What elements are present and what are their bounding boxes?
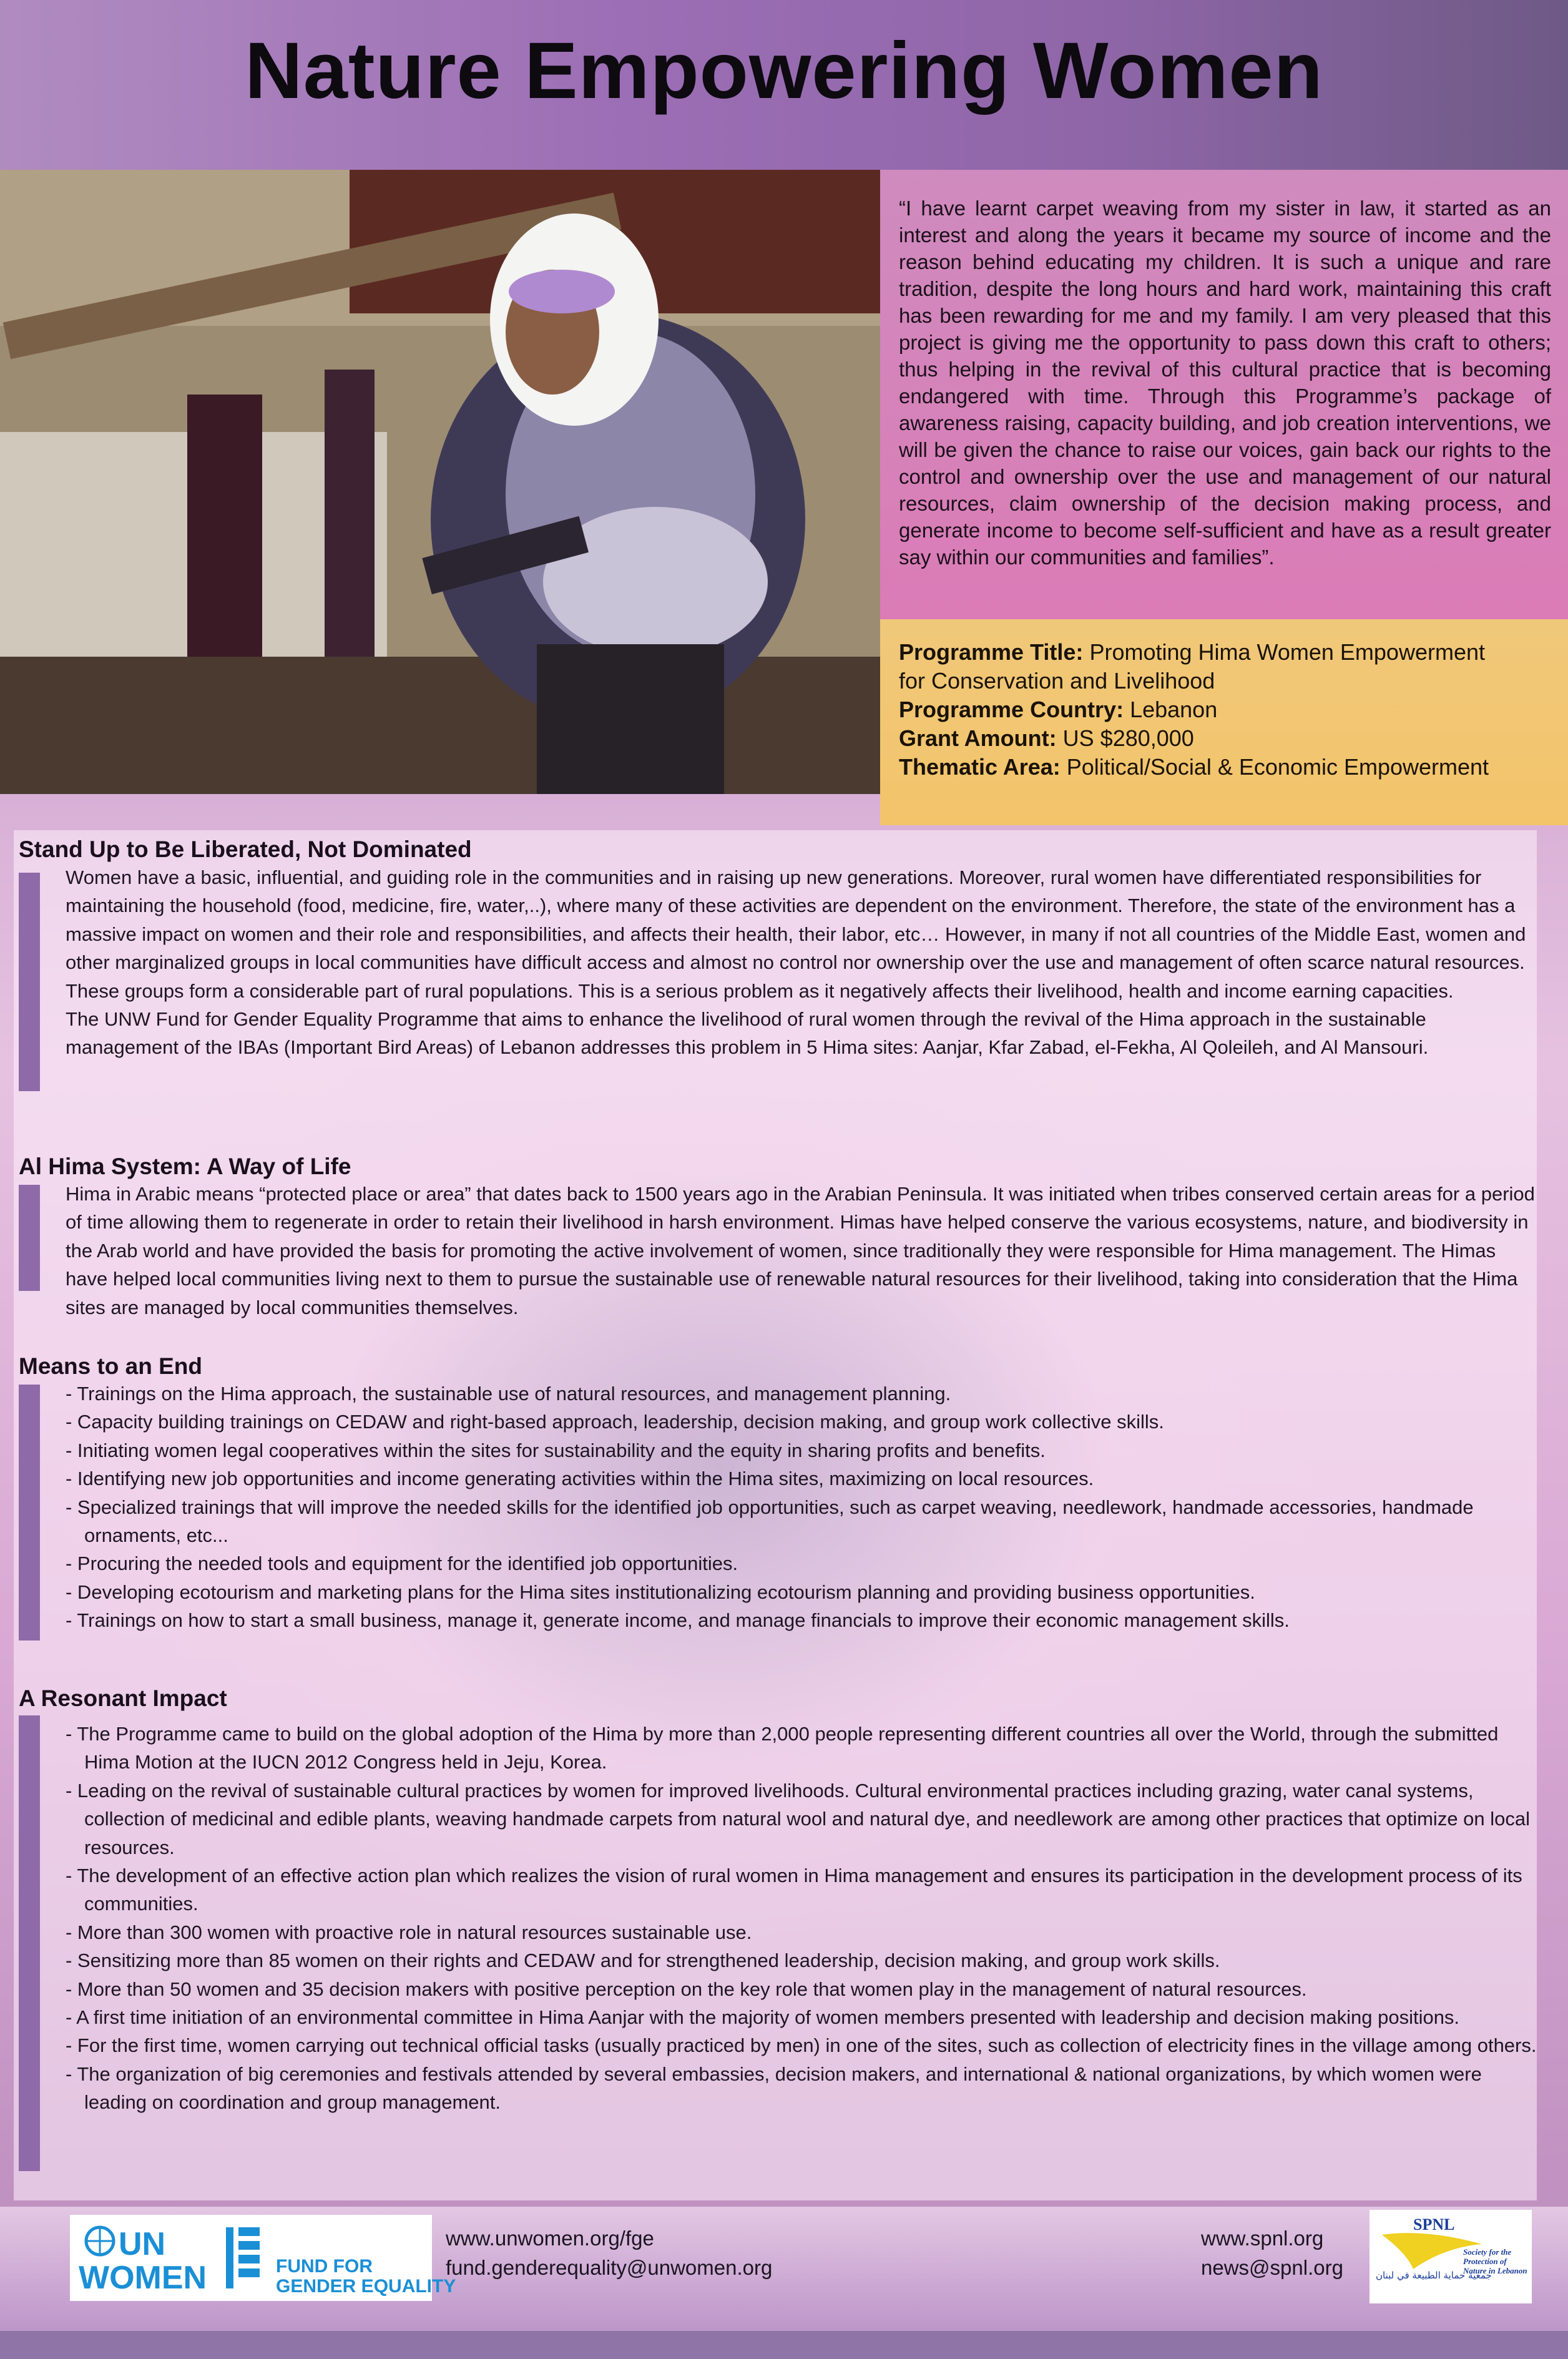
section-title-impact: A Resonant Impact bbox=[19, 1685, 227, 1711]
section-bar bbox=[19, 1185, 40, 1291]
spnl-email[interactable]: news@spnl.org bbox=[1201, 2256, 1343, 2279]
list-item: - The Programme came to build on the global adoption of the Hima by more than 2,000 people representing different countries all over the World, through the submitted Hima Motion at the IUCN 2012 Congress held in Jeju, Korea. bbox=[66, 1723, 1499, 1773]
list-item: - Identifying new job opportunities and income generating activities within the Hima sites, maximizing on local resources. bbox=[66, 1468, 1094, 1490]
programme-title-label: Programme Title: bbox=[899, 639, 1084, 665]
section-list-impact bbox=[66, 1720, 1539, 2117]
paragraph: The UNW Fund for Gender Equality Programme that aims to enhance the livelihood of rural women through the revival of the Hima approach in the sustainable management of the IBAs (Important Bird Areas) of Lebanon addresses this problem in 5 Hima sites: Aanjar, Kfar Zabad, el-Fekha, Al Qoleileh, and Al Mansouri. bbox=[66, 1008, 1429, 1059]
un-logo-text: UN bbox=[119, 2226, 166, 2262]
gender-equality-text: GENDER EQUALITY bbox=[276, 2276, 456, 2297]
list-item: - Trainings on how to start a small business, manage it, generate income, and manage financials to improve their economic management skills. bbox=[66, 1609, 1290, 1632]
list-item: - Capacity building trainings on CEDAW and right-based approach, leadership, decision making, and group work collective skills. bbox=[66, 1411, 1164, 1433]
list-item: - Developing ecotourism and marketing plans for the Hima sites institutionalizing ecotourism planning and providing business opportunities. bbox=[66, 1581, 1255, 1603]
thematic-area-label: Thematic Area: bbox=[899, 754, 1061, 780]
paragraph: Women have a basic, influential, and guiding role in the communities and in raising up new generations. Moreover, rural women have differentiated responsibilities for maintaining the household (food, medicine, fire, water,..), where many of these activities are dependent on the environment. Therefore, the state of the environment has a massive impact on women and their role and responsibilities, and affects their health, their labor, etc… However, in many if not all countries of the Middle East, women and other marginalized groups in local communities have difficult access and almost no control nor ownership over the use and management of often scarce natural resources. These groups form a considerable part of rural populations. This is a serious problem as it negatively affects their livelihood, health and income earning capacities. bbox=[66, 866, 1526, 1002]
section-bar bbox=[19, 873, 40, 1091]
programme-country-line bbox=[899, 695, 1217, 724]
fund-for-text: FUND FOR bbox=[276, 2256, 373, 2277]
list-item: - For the first time, women carrying out technical official tasks (usually practiced by men) in one of the sites, such as collection of electricity fines in the village among others. bbox=[66, 2034, 1537, 2057]
programme-info-box bbox=[880, 619, 1568, 825]
section-bar bbox=[19, 1385, 40, 1641]
programme-title-value: Promoting Hima Women Empowerment bbox=[1089, 639, 1485, 665]
list-item: - Leading on the revival of sustainable cultural practices by women for improved livelihoods. Cultural environmental practices including grazing, water canal systems, collection of medicinal and edible plants, weaving handmade carpets from natural wool and natural dye, and needlework are among other practices that optimize on local resources. bbox=[66, 1779, 1531, 1858]
section-title-liberated: Stand Up to Be Liberated, Not Dominated bbox=[19, 836, 472, 862]
spnl-url[interactable]: www.spnl.org bbox=[1201, 2227, 1324, 2250]
spnl-arabic-text: جمعية حماية الطبيعة في لبنان bbox=[1376, 2270, 1492, 2281]
list-item: - More than 50 women and 35 decision makers with positive perception on the key role that women play in the management of natural resources. bbox=[66, 1978, 1307, 2000]
spnl-logo-text: SPNL bbox=[1413, 2215, 1455, 2234]
section-title-hima-system: Al Hima System: A Way of Life bbox=[19, 1154, 351, 1179]
list-item: - The development of an effective action plan which realizes the vision of rural women in Hima management and ensures its participation in the development process of its communities. bbox=[66, 1865, 1522, 1915]
grant-amount-value: US $280,000 bbox=[1062, 725, 1194, 751]
programme-country-value: Lebanon bbox=[1130, 697, 1218, 722]
section-bar bbox=[19, 1715, 40, 2171]
list-item: - A first time initiation of an environmental committee in Hima Aanjar with the majority of women members presented with leadership and decision making positions. bbox=[66, 2006, 1460, 2029]
list-item: - More than 300 women with proactive role in natural resources sustainable use. bbox=[66, 1921, 752, 1943]
carpet-weaving-photo bbox=[0, 170, 880, 794]
spnl-logo-tagline: Society for the Protection of Nature in Lebanon bbox=[1463, 2247, 1527, 2275]
section-list-means bbox=[66, 1380, 1539, 1635]
list-item: - Procuring the needed tools and equipment for the identified job opportunities. bbox=[66, 1552, 738, 1575]
page-title: Nature Empowering Women bbox=[245, 26, 1323, 115]
unwomen-url[interactable]: www.unwomen.org/fge bbox=[446, 2227, 654, 2250]
section-body-liberated bbox=[66, 863, 1539, 1062]
grant-amount-label: Grant Amount: bbox=[899, 725, 1057, 751]
testimonial-quote: “I have learnt carpet weaving from my sister in law, it started as an interest and along the years it became my source of income and the reason behind educating my children. It is such a unique and rare tradition, despite the long hours and hard work, maintaining this craft has been rewarding for me and my family. I am very pleased that this project is giving me the opportunity to pass down this craft to others; thus helping in the revival of this cultural practice that is becoming endangered with time. Through this Programme’s package of awareness raising, capacity building, and job creation interventions, we will be given the chance to raise our voices, gain back our rights to the control and ownership over the use and management of our natural resources, claim ownership of the decision making process, and generate income to become self-sufficient and have as a result greater say within our communities and families”. bbox=[899, 197, 1551, 569]
testimonial-box bbox=[880, 170, 1568, 619]
section-body-hima-system bbox=[66, 1180, 1539, 1322]
programme-title-line-2 bbox=[899, 667, 1215, 695]
list-item: - Specialized trainings that will improve the needed skills for the identified job opportunities, such as carpet weaving, needlework, handmade accessories, handmade ornaments, etc... bbox=[66, 1496, 1474, 1547]
programme-country-label: Programme Country: bbox=[899, 697, 1124, 722]
paragraph: Hima in Arabic means “protected place or area” that dates back to 1500 years ago in the Arabian Peninsula. It was initiated when tribes conserved certain areas for a period of time allowing them to regenerate in order to retain their livelihood in harsh environment. Himas have helped conserve the various ecosystems, nature, and biodiversity in the Arab world and have provided the basis for promoting the active involvement of women, since traditionally they were responsible for Hima management. The Himas have helped local communities living next to them to pursue the sustainable use of renewable natural resources for their livelihood, taking into consideration that the Hima sites are managed by local communities themselves. bbox=[66, 1183, 1535, 1318]
women-logo-text: WOMEN bbox=[79, 2260, 207, 2296]
list-item: - Trainings on the Hima approach, the sustainable use of natural resources, and management planning. bbox=[66, 1383, 951, 1405]
programme-title-value-2: for Conservation and Livelihood bbox=[899, 668, 1215, 694]
spnl-logo bbox=[1370, 2210, 1532, 2303]
un-women-logo bbox=[70, 2215, 456, 2301]
thematic-area-value: Political/Social & Economic Empowerment bbox=[1066, 754, 1489, 780]
list-item: - The organization of big ceremonies and festivals attended by several embassies, decision makers, and international & national organizations, by which women were leading on coordination and group management. bbox=[66, 2062, 1482, 2114]
list-item: - Sensitizing more than 85 women on their rights and CEDAW and for strengthened leadership, decision making, and group work skills. bbox=[66, 1949, 1220, 1972]
thematic-area-line bbox=[899, 753, 1489, 782]
list-item: - Initiating women legal cooperatives within the sites for sustainability and the equity in sharing profits and benefits. bbox=[66, 1439, 1046, 1461]
unwomen-email[interactable]: fund.genderequality@unwomen.org bbox=[446, 2256, 773, 2279]
programme-title-line bbox=[899, 638, 1485, 667]
section-title-means: Means to an End bbox=[19, 1353, 202, 1379]
grant-amount-line bbox=[899, 724, 1194, 753]
footer-strip bbox=[0, 2331, 1568, 2359]
